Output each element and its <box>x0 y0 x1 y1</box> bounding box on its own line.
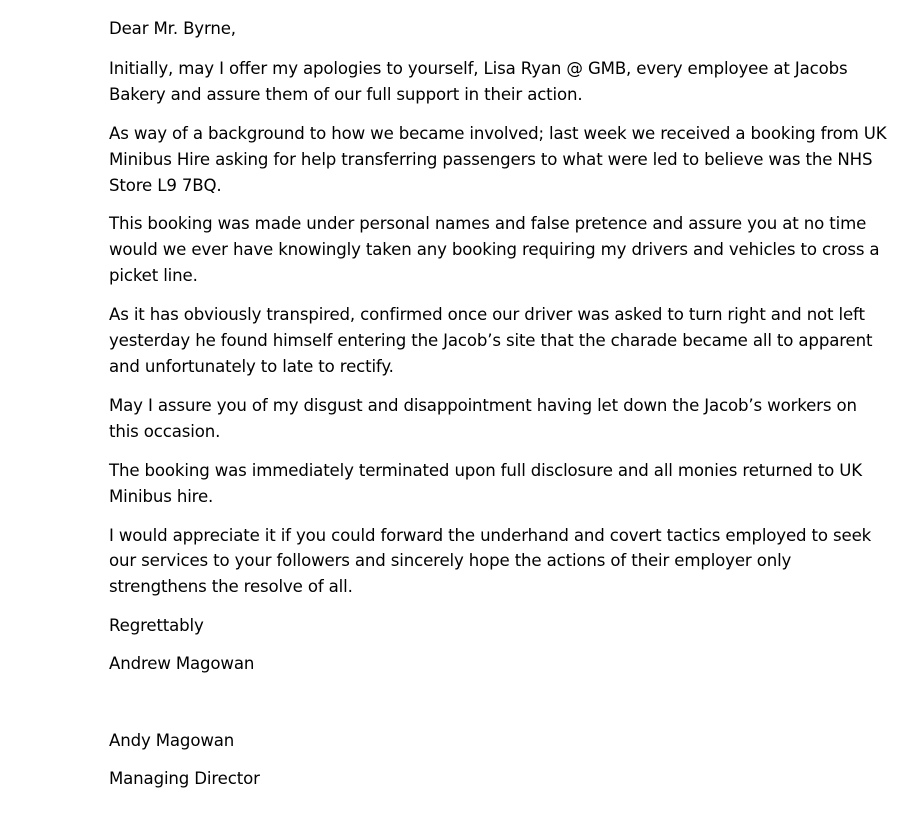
paragraph-request: I would appreciate it if you could forward the underhand and covert tactics employed to seek our services to your followers and sincerely hope the actions of their employer only strengthens the resolve of all. <box>109 525 872 597</box>
paragraph-false-pretence: This booking was made under personal names and false pretence and assure you at no time would we ever have knowingly taken any booking requiring my drivers and vehicles to cross a picket line. <box>109 214 880 286</box>
closing: Regrettably <box>109 616 204 636</box>
letter-body <box>109 16 889 792</box>
job-title: Managing Director <box>109 768 260 788</box>
paragraph-disgust: May I assure you of my disgust and disappointment having let down the Jacob’s workers on this occasion. <box>109 395 857 441</box>
paragraph-apology: Initially, may I offer my apologies to yourself, Lisa Ryan @ GMB, every employee at Jacobs Bakery and assure them of our full support in their action. <box>109 58 848 104</box>
typed-name: Andy Magowan <box>109 731 235 751</box>
signature-name: Andrew Magowan <box>109 654 255 674</box>
paragraph-background: As way of a background to how we became involved; last week we received a booking from UK Minibus Hire asking for help transferring passengers to what were led to believe was the NHS Store L9 7BQ. <box>109 123 887 195</box>
greeting: Dear Mr. Byrne, <box>109 19 236 38</box>
paragraph-transpired: As it has obviously transpired, confirmed once our driver was asked to turn right and not left yesterday he found himself entering the Jacob’s site that the charade became all to apparent and unfortunately to late to rectify. <box>109 305 873 376</box>
paragraph-terminated: The booking was immediately terminated upon full disclosure and all monies returned to UK Minibus hire. <box>109 460 863 506</box>
